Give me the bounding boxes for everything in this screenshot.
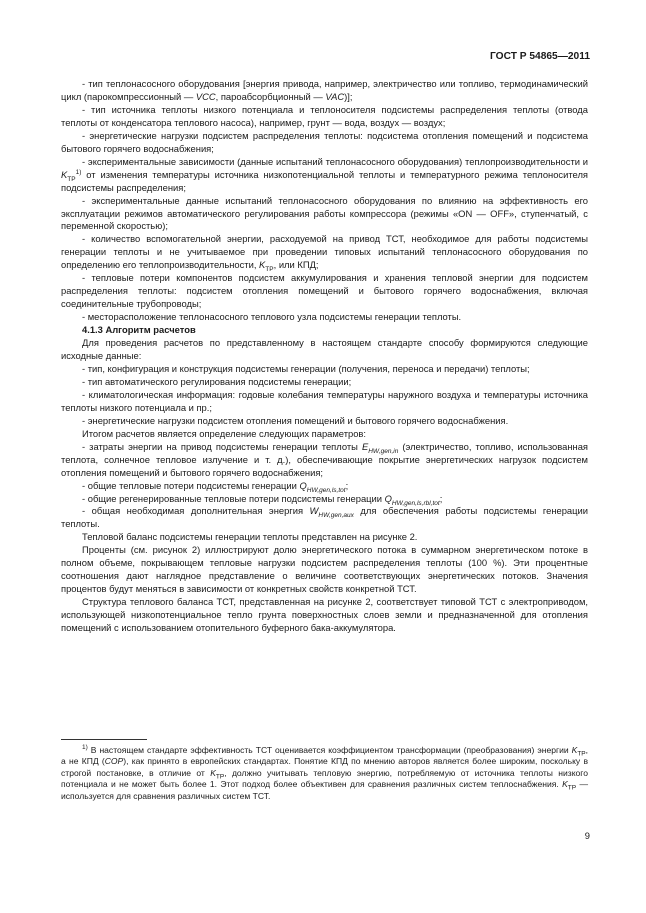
page-number: 9 [584, 830, 590, 841]
footnote-divider [61, 739, 147, 740]
list-item-auxiliary-total: - общая необходимая дополнительная энергия $W_{HW,gen,aux}$ для обеспечения работы подсистемы генерации теплоты. [61, 505, 588, 530]
footnote-text: $^{1)}$ В настоящем стандарте эффективность ТСТ оценивается коэффициентом трансформации (преобразования) энергии $K_{ТР}$, а не КПД (COP), как принято в европейских стандартах. Понятие КПД по мнению авторов является более широким, поскольку в строгой постановке, в отличие от $K_{ТР}$, должно учитывать тепловую энергию, потребляемую от источника теплоты низкого потенциала и не может быть более 1. Этот подход более объективен для сравнения различных систем теплоснабжения. $K_{ТР}$ — используется для сравнения различных систем ТСТ. [61, 744, 588, 801]
main-text [61, 78, 588, 635]
section-heading: 4.1.3 Алгоритм расчетов [82, 324, 196, 336]
list-item-automatic-control: - тип автоматического регулирования подсистемы генерации; [82, 375, 352, 387]
paragraph-input-data-intro: Для проведения расчетов по представленному в настоящем стандарте способу формируются следующие исходные данные: [61, 337, 588, 362]
paragraph-heat-balance: Тепловой баланс подсистемы генерации теплоты представлен на рисунке 2. [82, 531, 418, 543]
list-item-experimental-dependencies: - экспериментальные зависимости (данные испытаний теплонасосного оборудования) теплопроизводительности и $K_{ТР}^{1)}$ от изменения температуры источника низкопотенциальной теплоты и температурного режима теплоносителя подсистемы распределения; [61, 155, 588, 193]
list-item-subsystem-loads: - энергетические нагрузки подсистем отопления помещений и бытового горячего водоснабжения. [82, 414, 509, 426]
list-item-energy-loads: - энергетические нагрузки подсистем распределения теплоты: подсистема отопления помещений и подсистема бытового горячего водоснабжения; [61, 129, 588, 154]
list-item-compressor-modes: - экспериментальные данные испытаний теплонасосного оборудования по влиянию на эффективность его эксплуатации режимов автоматического регулирования работы компрессора (режимы «ON — OFF», ступенчатый, с переменной скоростью); [61, 194, 588, 232]
list-item-generation-config: - тип, конфигурация и конструкция подсистемы генерации (получения, переноса и передачи) теплоты; [82, 362, 530, 374]
list-item-climate-info: - климатологическая информация: годовые колебания температуры наружного воздуха и температуры источника теплоты низкого потенциала и пр.; [61, 388, 588, 413]
standard-code-header: ГОСТ Р 54865—2011 [490, 51, 590, 62]
list-item-storage-losses: - тепловые потери компонентов подсистем аккумулирования и хранения тепловой энергии для подсистем распределения теплоты: подсистем отопления помещений и бытового горячего водоснабжения, включая соединительные трубопроводы; [61, 272, 588, 310]
list-item-heat-pump-type: - тип теплонасосного оборудования [энергия привода, например, электричество или топливо, термодинамический цикл (парокомпрессионный — VCC, пароабсорбционный — VAC)]; [61, 78, 588, 102]
paragraph-percentages: Проценты (см. рисунок 2) иллюстрируют долю энергетического потока в суммарном энергетическом потоке в полном объеме, покрывающем тепловые нагрузки подсистем распределения теплоты (100 %). Эти процентные соотношения дают наглядное представление о величине соответствующих энергетических потоков. Значения процентов будут меняться в зависимости от конкретных свойств конкретной ТСТ. [61, 544, 588, 595]
paragraph-balance-structure: Структура теплового баланса ТСТ, представленная на рисунке 2, соответствует типовой ТСТ с электроприводом, использующей низкопотенциальное тепло грунта поверхностных слоев земли и предназначенной для отопления помещений с использованием отопительного буферного бака-аккумулятора. [61, 596, 588, 634]
footnote [61, 745, 588, 802]
list-item-total-losses: - общие тепловые потери подсистемы генерации $Q_{HW,gen,ls,tot}$; [82, 479, 349, 494]
list-item-auxiliary-energy: - количество вспомогательной энергии, расходуемой на привод ТСТ, необходимое для работы подсистемы генерации теплоты и не учитываемое при проведении типовых испытаний теплонасосного оборудования по определению его теплопроизводительности, $K_{ТР}$, или КПД; [61, 233, 588, 274]
list-item-location: - месторасположение теплонасосного теплового узла подсистемы генерации теплоты. [82, 311, 462, 323]
paragraph-results-intro: Итогом расчетов является определение следующих параметров: [82, 427, 367, 439]
list-item-energy-costs: - затраты энергии на привод подсистемы генерации теплоты $E_{HW,gen,in}$ (электричество, топливо, использованная теплота, солнечное тепловое излучение и т. д.), обеспечивающие покрытие энергетических нагрузок подсистем отопления помещений и бытового горячего водоснабжения; [61, 440, 588, 478]
list-item-heat-source-type: - тип источника теплоты низкого потенциала и теплоносителя подсистемы распределения теплоты (отвода теплоты от конденсатора теплового насоса), например, грунт — вода, воздух — воздух; [61, 103, 588, 128]
list-item-recovered-losses: - общие регенерированные тепловые потери подсистемы генерации $Q_{HW,gen,ls,rbl,tot}$; [82, 492, 443, 507]
